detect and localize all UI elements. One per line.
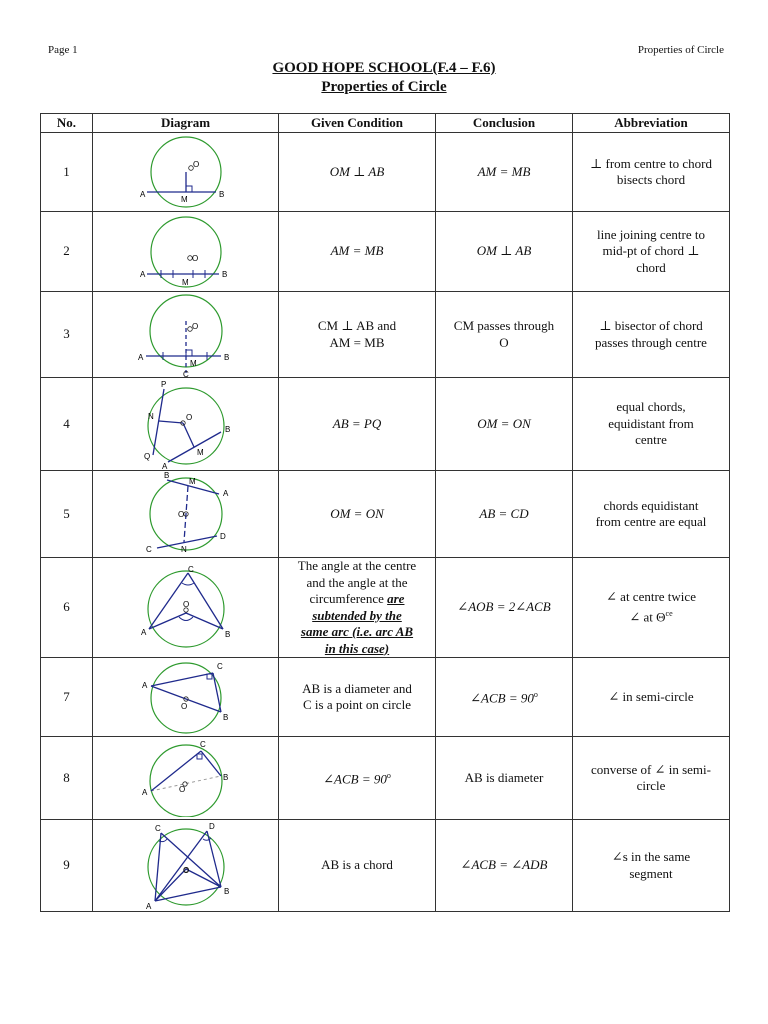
row-number: 1: [41, 133, 93, 212]
abbreviation: ∠s in the same segment: [573, 820, 730, 912]
diagram-angle-in-semicircle: [131, 660, 241, 734]
row-number: 7: [41, 658, 93, 737]
diagram-cell: [93, 292, 279, 378]
conclusion: AB = CD: [436, 471, 573, 558]
svg-text:O: O: [178, 785, 185, 794]
col-header-given: Given Condition: [279, 114, 436, 133]
svg-text:A: A: [140, 627, 146, 637]
table-row: [41, 133, 730, 212]
diagram-cell: [93, 737, 279, 820]
svg-text:P: P: [160, 380, 166, 389]
properties-table: [40, 113, 730, 912]
svg-text:M: M: [189, 358, 197, 368]
conclusion: CM passes through O: [436, 292, 573, 378]
table-row: [41, 737, 730, 820]
svg-text:A: A: [141, 681, 147, 690]
given-condition: ∠ACB = $90^o$: [279, 737, 436, 820]
given-condition: OM ⊥ AB: [279, 133, 436, 212]
svg-text:C: C: [154, 823, 161, 833]
row-number: 9: [41, 820, 93, 912]
svg-text:B: B: [224, 425, 230, 434]
conclusion: OM = ON: [436, 378, 573, 471]
table-header-row: [41, 114, 730, 133]
svg-text:B: B: [224, 629, 230, 639]
abbreviation: ⊥ bisector of chord passes through centre: [573, 292, 730, 378]
table-row: [41, 658, 730, 737]
diagram-equal-chords-equidistant: [131, 379, 241, 469]
svg-text:N: N: [147, 412, 154, 421]
table-row: [41, 820, 730, 912]
svg-text:O: O: [177, 510, 184, 519]
diagram-perpendicular-bisector-through-centre: [131, 293, 241, 377]
row-number: 3: [41, 292, 93, 378]
svg-text:N: N: [180, 545, 187, 554]
row-number: 4: [41, 378, 93, 471]
diagram-cell: [93, 471, 279, 558]
svg-text:A: A: [137, 352, 143, 362]
row-number: 5: [41, 471, 93, 558]
svg-text:C: C: [187, 564, 194, 574]
svg-text:B: B: [223, 352, 229, 362]
diagram-converse-semicircle: [131, 739, 241, 817]
svg-text:D: D: [219, 532, 226, 541]
diagram-cell: [93, 378, 279, 471]
diagram-perpendicular-bisects-chord: [131, 134, 241, 210]
diagram-angles-same-segment: [131, 821, 241, 911]
page-number: Page 1: [48, 44, 78, 56]
diagram-equidistant-chords-equal: [131, 472, 241, 556]
diagram-angle-at-centre: [131, 565, 241, 651]
svg-text:O: O: [192, 160, 199, 169]
svg-text:M: M: [196, 448, 204, 457]
abbreviation: ⊥ from centre to chord bisects chord: [573, 133, 730, 212]
diagram-cell: [93, 658, 279, 737]
svg-text:C: C: [182, 369, 189, 377]
svg-text:C: C: [199, 740, 206, 749]
svg-text:C: C: [145, 545, 152, 554]
conclusion: OM ⊥ AB: [436, 212, 573, 292]
given-condition: CM ⊥ AB and AM = MB: [279, 292, 436, 378]
conclusion: AM = MB: [436, 133, 573, 212]
svg-text:O: O: [191, 321, 198, 331]
abbreviation: chords equidistant from centre are equal: [573, 471, 730, 558]
svg-text:O: O: [185, 413, 192, 422]
svg-text:A: A: [145, 901, 151, 911]
row-number: 8: [41, 737, 93, 820]
svg-text:M: M: [180, 195, 188, 204]
svg-text:B: B: [222, 773, 228, 782]
svg-text:B: B: [221, 269, 227, 279]
given-condition: OM = ON: [279, 471, 436, 558]
abbreviation: ∠ in semi-circle: [573, 658, 730, 737]
conclusion: AB is diameter: [436, 737, 573, 820]
svg-text:M: M: [188, 477, 196, 486]
conclusion: ∠ACB = $90^o$: [436, 658, 573, 737]
col-header-no: No.: [41, 114, 93, 133]
given-condition: AM = MB: [279, 212, 436, 292]
row-number: 6: [41, 558, 93, 658]
given-condition: AB is a chord: [279, 820, 436, 912]
diagram-midpoint-joins-centre: [131, 214, 241, 290]
table-row: [41, 558, 730, 658]
diagram-cell: [93, 212, 279, 292]
svg-text:A: A: [161, 462, 167, 469]
col-header-diagram: Diagram: [93, 114, 279, 133]
table-row: [41, 378, 730, 471]
svg-text:D: D: [208, 821, 215, 831]
svg-text:O: O: [182, 599, 189, 609]
svg-text:B: B: [222, 713, 228, 722]
diagram-cell: [93, 820, 279, 912]
school-title: GOOD HOPE SCHOOL(F.4 – F.6): [272, 60, 496, 76]
table-row: [41, 212, 730, 292]
given-condition: The angle at the centre and the angle at the circumference are subtended by the same arc (i.e. arc AB in this case): [279, 558, 436, 658]
table-row: [41, 471, 730, 558]
svg-text:A: A: [139, 269, 145, 279]
table-row: [41, 292, 730, 378]
col-header-conclusion: Conclusion: [436, 114, 573, 133]
abbreviation: equal chords, equidistant from centre: [573, 378, 730, 471]
diagram-cell: [93, 133, 279, 212]
subject-title: Properties of Circle: [321, 79, 447, 95]
given-condition: AB is a diameter and C is a point on circle: [279, 658, 436, 737]
conclusion: ∠ACB = ∠ADB: [436, 820, 573, 912]
svg-text:A: A: [139, 190, 145, 199]
abbreviation: line joining centre to mid-pt of chord ⊥ chord: [573, 212, 730, 292]
svg-text:Q: Q: [143, 452, 150, 461]
row-number: 2: [41, 212, 93, 292]
svg-text:B: B: [163, 472, 169, 480]
document-title: [0, 59, 768, 97]
running-header: Properties of Circle: [637, 44, 724, 56]
abbreviation: converse of ∠ in semi- circle: [573, 737, 730, 820]
svg-text:O: O: [180, 702, 187, 711]
svg-text:C: C: [216, 662, 223, 671]
svg-text:O: O: [182, 865, 189, 875]
conclusion: ∠AOB = 2∠ACB: [436, 558, 573, 658]
svg-text:A: A: [222, 489, 228, 498]
svg-text:O: O: [191, 253, 198, 263]
abbreviation: ∠ at centre twice ∠ at $\Theta^{ce}$: [573, 558, 730, 658]
svg-text:B: B: [218, 190, 224, 199]
col-header-abbreviation: Abbreviation: [573, 114, 730, 133]
svg-text:A: A: [141, 788, 147, 797]
given-condition: AB = PQ: [279, 378, 436, 471]
svg-text:M: M: [181, 277, 189, 287]
diagram-cell: [93, 558, 279, 658]
svg-text:B: B: [223, 886, 229, 896]
